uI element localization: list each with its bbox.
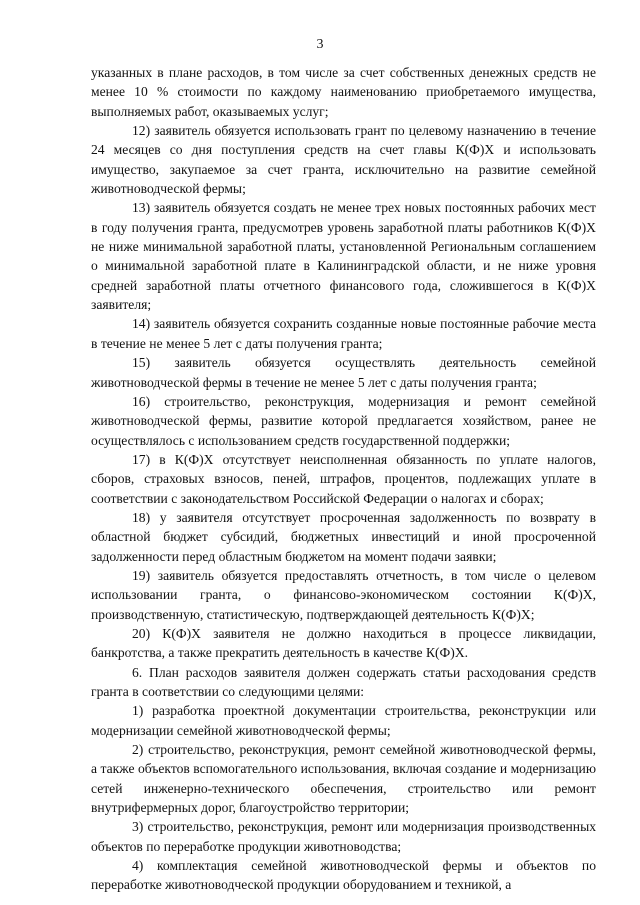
paragraph-continuation: указанных в плане расходов, в том числе за счет собственных денежных средств не менее 10 % стоимости по каждому наименованию приобретаемого имущества, выполняемых работ, оказываемых услуг; [91,65,596,119]
paragraph-item-19: 19) заявитель обязуется предоставлять отчетность, в том числе о целевом использовании гранта, о финансово-экономическом состоянии К(Ф)Х, производственную, статистическую, подтверждающей деятельность К(Ф)Х; [91,567,596,622]
paragraph-goal-2: 2) строительство, реконструкция, ремонт семейной животноводческой фермы, а также объектов вспомогательного использования, включая создание и модернизацию сетей инженерно-технического обеспечения, строительство или ремонт внутрифермерных дорог, благоустройство территории; [91,742,596,816]
paragraph-item-18: 18) у заявителя отсутствует просроченная задолженность по возврату в областной бюджет субсидий, бюджетных инвестиций и иной просроченной задолженности перед областным бюджетом на момент подачи заявки; [91,509,596,564]
document-body [91,63,596,895]
paragraph-item-20: 20) К(Ф)Х заявителя не должно находиться в процессе ликвидации, банкротства, а также прекратить деятельность в качестве К(Ф)Х. [91,625,596,661]
paragraph-goal-3: 3) строительство, реконструкция, ремонт или модернизация производственных объектов по переработке продукции животноводства; [91,819,596,854]
paragraph-item-13: 13) заявитель обязуется создать не менее трех новых постоянных рабочих мест в году получения гранта, предусмотрев уровень заработной платы работников К(Ф)Х не ниже минимальной заработной платы, установленной Региональным соглашением о минимальной заработной плате в Калининградской области, и не ниже уровня средней заработной платы отчетного финансового года, сложившегося в К(Ф)Х заявителя; [91,200,596,313]
paragraph-item-17: 17) в К(Ф)Х отсутствует неисполненная обязанность по уплате налогов, сборов, страховых взносов, пеней, штрафов, процентов, подлежащих уплате в соответствии с законодательством Российской Федерации о налогах и сборах; [91,451,596,506]
paragraph-goal-4: 4) комплектация семейной животноводческой фермы и объектов по переработке животноводческой продукции оборудованием и техникой, а [91,858,596,893]
paragraph-goal-1: 1) разработка проектной документации строительства, реконструкции или модернизации семейной животноводческой фермы; [91,703,596,738]
paragraph-item-12: 12) заявитель обязуется использовать грант по целевому назначению в течение 24 месяцев со дня поступления средств на счет главы К(Ф)Х и использовать имущество, закупаемое за счет гранта, исключительно на развитие семейной животноводческой фермы; [91,123,596,197]
paragraph-item-16: 16) строительство, реконструкция, модернизация и ремонт семейной животноводческой фермы, развитие которой предлагается хозяйством, ранее не осуществлялось с использованием средств государственной поддержки; [91,393,596,448]
paragraph-item-14: 14) заявитель обязуется сохранить созданные новые постоянные рабочие места в течение не менее 5 лет с даты получения гранта; [91,316,596,351]
paragraph-item-15: 15) заявитель обязуется осуществлять деятельность семейной животноводческой фермы в течение не менее 5 лет с даты получения гранта; [91,355,596,390]
paragraph-section-6: 6. План расходов заявителя должен содержать статьи расходования средств гранта в соответствии со следующими целями: [91,664,596,699]
page-number: 3 [316,37,324,52]
